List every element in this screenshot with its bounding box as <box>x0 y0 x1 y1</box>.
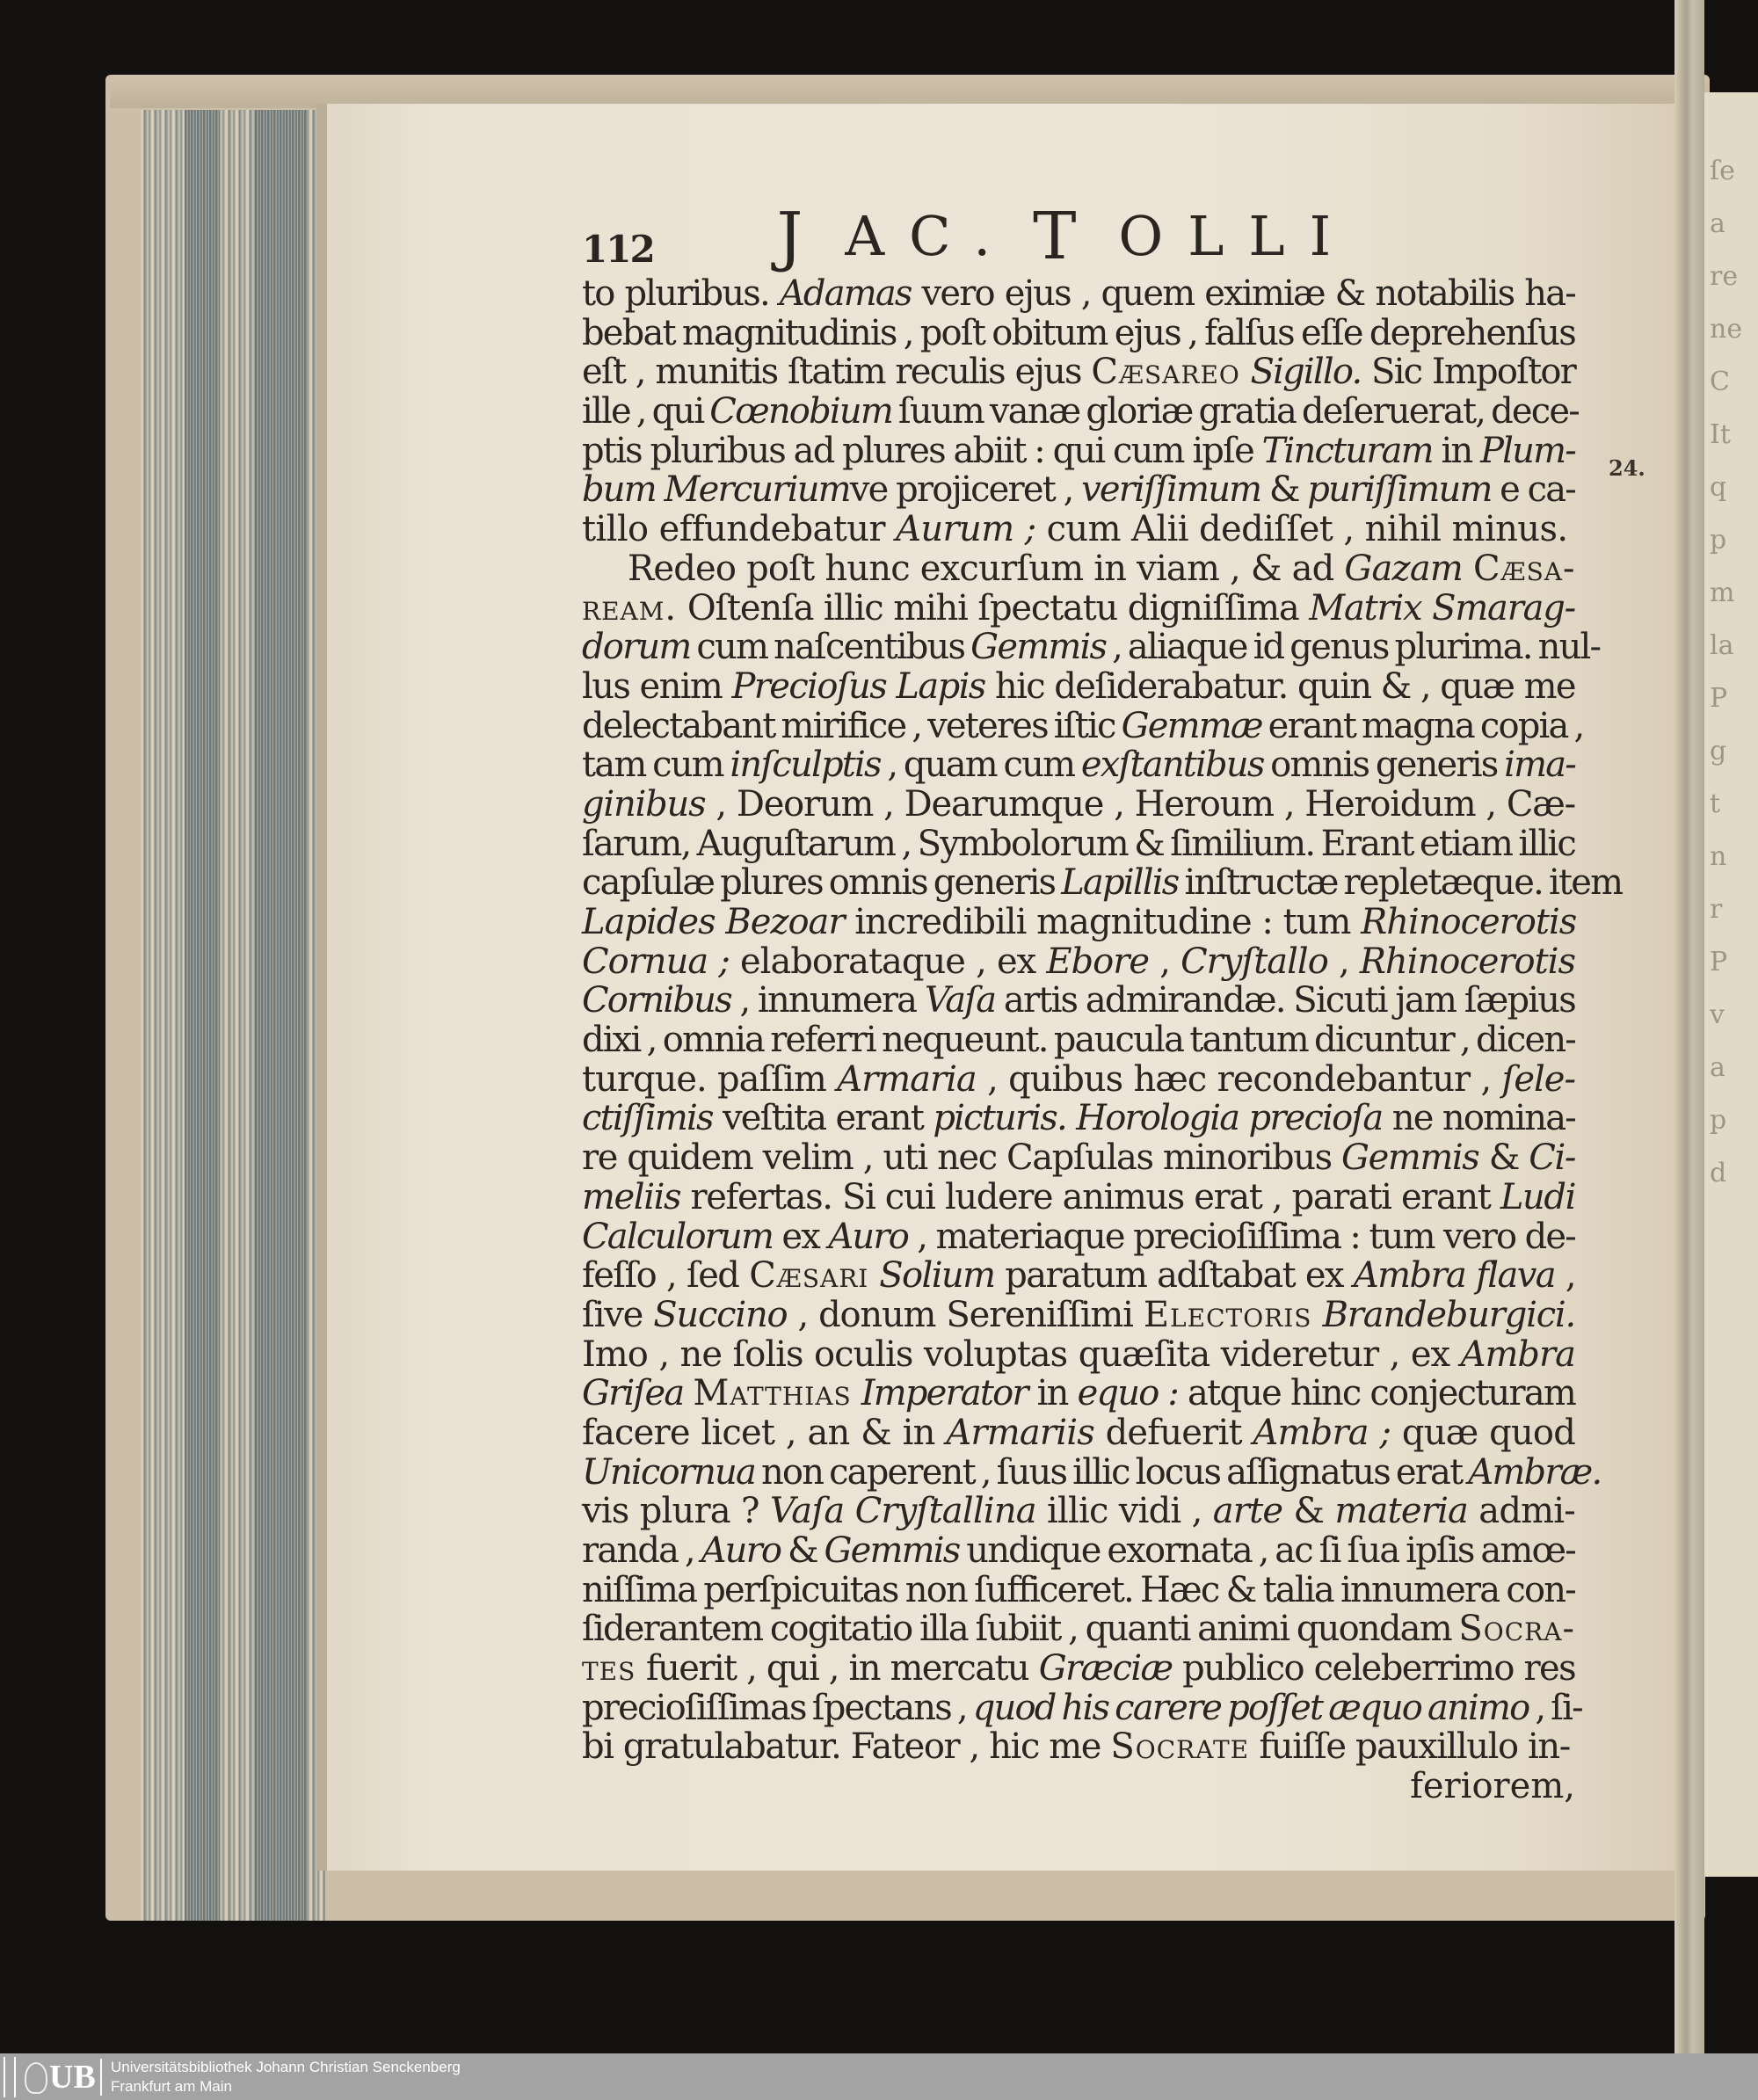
italic-span: Armaria <box>837 1058 977 1100</box>
italic-span: Ludi <box>1500 1176 1575 1217</box>
text-span: re quidem velim , uti nec Capſulas minoribus <box>582 1137 1342 1179</box>
italic-span: Precioſus Lapis <box>731 665 985 707</box>
page-stack-band <box>255 110 308 1921</box>
italic-span: Auro <box>701 1530 781 1571</box>
text-span: bebat magnitudinis , poſt obitum ejus , falſus eſſe deprehenſus <box>582 312 1575 353</box>
text-line <box>582 1374 1575 1413</box>
facing-fragment: ne <box>1710 314 1743 345</box>
text-span: ſiderantem cogitatio illa ſubiit , quanti animi quondam <box>582 1609 1459 1650</box>
text-span: refertas. Si cui ludere animus erat , parati erant <box>680 1176 1500 1217</box>
italic-span: bum Mercurium <box>582 469 850 511</box>
italic-span: Cornibus <box>582 980 731 1021</box>
text-line <box>582 627 1601 668</box>
text-span: fuiſſe pauxillulo in- <box>1249 1726 1570 1768</box>
small-caps-span: tes <box>582 1648 636 1689</box>
text-span: , innumera <box>730 980 925 1021</box>
text-line <box>582 705 1584 746</box>
text-span: vero ejus , quem eximiæ & notabilis ha- <box>911 273 1575 314</box>
italic-span: Griſea <box>582 1373 684 1414</box>
text-line <box>582 432 1575 471</box>
italic-span: equo : <box>1077 1373 1179 1414</box>
facing-fragment: g <box>1710 736 1727 767</box>
text-line <box>582 274 1575 314</box>
italic-span: Gemmæ <box>1121 705 1262 746</box>
text-span: , <box>1555 1255 1575 1297</box>
text-span: & <box>1282 1491 1335 1532</box>
facing-fragment: q <box>1710 472 1727 503</box>
facing-fragment: p <box>1710 525 1727 556</box>
text-span: feriorem, <box>1410 1766 1575 1807</box>
facing-fragment: r <box>1710 894 1723 925</box>
italic-span: inſculptis <box>730 745 881 786</box>
text-span: publico celeberrimo res <box>1172 1648 1575 1689</box>
italic-span: Rhinocerotis <box>1359 941 1575 982</box>
text-line <box>582 745 1575 785</box>
logo-text: UB <box>49 2059 96 2096</box>
facing-page-text <box>1710 145 1758 1200</box>
facing-fragment: a <box>1710 1052 1725 1083</box>
text-span: ex <box>773 1216 829 1257</box>
ub-logo <box>4 2057 100 2097</box>
text-span: Imo , ne ſolis oculis voluptas quæſita videretur , ex <box>582 1333 1461 1375</box>
text-span <box>1311 1295 1322 1335</box>
italic-span: Sigillo. <box>1250 352 1362 393</box>
text-span: Redeo poſt hunc excurſum in viam , & ad <box>628 548 1345 589</box>
italic-span: materia <box>1334 1491 1469 1532</box>
text-span <box>852 1373 861 1413</box>
text-span: undique exornata , ac ſi ſua ipſis amœ- <box>959 1530 1575 1571</box>
running-title-ac: AC. <box>845 204 1016 268</box>
italic-span: Cryſtallo <box>1180 941 1328 982</box>
text-span: to pluribus. <box>582 273 780 314</box>
text-span: admi- <box>1468 1491 1575 1532</box>
text-line <box>582 1138 1575 1178</box>
text-span: , donum Sereniſſimi <box>787 1294 1144 1335</box>
text-span: , quam cum <box>880 745 1081 786</box>
text-line <box>582 1687 1582 1728</box>
text-line <box>582 510 1575 549</box>
small-caps-span: Cæsari <box>749 1255 869 1297</box>
text-span: illic vidi , <box>1035 1491 1213 1532</box>
italic-span: meliis <box>582 1176 681 1217</box>
italic-span: Armariis <box>946 1412 1094 1453</box>
text-span: lus enim <box>582 665 732 707</box>
text-span: tam cum <box>582 745 730 786</box>
text-line <box>582 589 1575 629</box>
text-span <box>683 1373 693 1413</box>
text-span: dixi , omnia referri nequeunt. paucula tantum dicuntur , dicen- <box>582 1020 1575 1061</box>
text-line <box>582 352 1575 392</box>
text-line <box>582 1531 1575 1571</box>
text-line <box>582 1492 1575 1531</box>
text-line <box>582 1413 1575 1453</box>
text-line <box>582 1296 1575 1335</box>
text-span: non caperent , ſuus illic locus aſſignatus erat <box>755 1451 1469 1493</box>
text-line <box>582 1178 1575 1217</box>
text-span: erant magna copia , <box>1261 705 1584 746</box>
italic-span: ima- <box>1504 745 1575 786</box>
italic-span: Tincturam <box>1261 430 1433 471</box>
italic-span: Cornua ; <box>582 941 730 982</box>
italic-span: ctiſſimis <box>582 1098 713 1139</box>
text-span: , <box>1327 941 1360 982</box>
italic-span: Succino <box>653 1294 788 1335</box>
running-head <box>582 199 1575 274</box>
text-line <box>582 1256 1575 1296</box>
text-span <box>1463 549 1473 589</box>
text-span: ne nomina- <box>1382 1098 1575 1139</box>
text-line <box>582 1610 1575 1649</box>
italic-span: Cœnobium <box>709 391 892 432</box>
text-span: defuerit <box>1093 1412 1253 1453</box>
text-span: & <box>1260 469 1308 511</box>
italic-span: veriſſimum <box>1081 469 1261 511</box>
running-title-t: T <box>1033 199 1101 274</box>
italic-span: Imperator <box>861 1373 1028 1414</box>
text-span: bi gratulabatur. Fateor , hic me <box>582 1726 1111 1768</box>
text-span: facere licet , an & in <box>582 1412 947 1453</box>
text-line <box>582 667 1575 707</box>
text-span: omnis generis <box>1263 745 1505 786</box>
text-span: , quibus hæc recondebantur , <box>976 1058 1502 1100</box>
facing-fragment: la <box>1710 630 1734 661</box>
text-span <box>1240 352 1251 392</box>
page-stack <box>141 110 325 1921</box>
book-gutter <box>1674 0 1704 2053</box>
text-span: feſſo , ſed <box>582 1255 750 1297</box>
logo-separator <box>100 2059 102 2096</box>
text-span: , materiaque precioſiſſima : tum vero de- <box>907 1216 1576 1257</box>
text-span: ſive <box>582 1294 654 1335</box>
text-span: quæ quod <box>1391 1412 1576 1453</box>
small-caps-span: Matthias <box>693 1373 852 1414</box>
text-span: cum Alii dediſſet , nihil minus. <box>1035 509 1568 550</box>
running-title-olli: OLLI <box>1118 204 1356 268</box>
text-line <box>582 981 1575 1021</box>
text-line <box>582 942 1575 982</box>
text-span <box>868 1255 879 1296</box>
text-span: , ſi- <box>1529 1687 1582 1728</box>
facing-fragment: n <box>1710 841 1727 872</box>
italic-span: Brandeburgici. <box>1322 1294 1576 1335</box>
italic-span: dorum <box>582 627 691 668</box>
logo-columns-icon <box>4 2057 16 2097</box>
facing-fragment: P <box>1710 683 1728 714</box>
facing-fragment: p <box>1710 1105 1727 1136</box>
facing-fragment: a <box>1710 208 1725 239</box>
text-span: tillo effundebatur <box>582 509 897 550</box>
text-line <box>582 785 1575 825</box>
text-line <box>582 1571 1575 1610</box>
page-number: 112 <box>582 228 654 271</box>
text-span: eſt , munitis ſtatim reculis ejus <box>582 352 1092 393</box>
italic-span: Solium <box>879 1255 995 1297</box>
text-line <box>582 1021 1575 1060</box>
italic-span: ginibus <box>582 783 706 825</box>
small-caps-span: Cæsareo <box>1091 352 1240 393</box>
italic-span: Gemmis <box>1341 1137 1479 1179</box>
text-line <box>582 825 1575 864</box>
text-span: artis admirandæ. Sicuti jam ſæpius <box>995 980 1575 1021</box>
text-span: & <box>1478 1137 1529 1179</box>
italic-span: Plum- <box>1480 430 1575 471</box>
italic-span: Horologia precioſa <box>1076 1098 1383 1139</box>
italic-span: Vaſa <box>924 980 996 1021</box>
italic-span: Calculorum <box>582 1216 774 1257</box>
italic-span: Adamas <box>779 273 912 314</box>
italic-span: Gemmis <box>970 627 1107 668</box>
text-span: , Deorum , Dearumque , Heroum , Heroidum , Cæ- <box>705 783 1575 825</box>
facing-fragment: t <box>1710 788 1721 819</box>
text-span: inſtructæ repletæque. item <box>1178 862 1623 904</box>
running-title <box>776 199 1373 274</box>
text-line <box>582 903 1575 942</box>
text-span: ve projiceret , <box>849 469 1082 511</box>
text-span: , aliaque id genus plurima. nul- <box>1106 627 1601 668</box>
facing-fragment: P <box>1710 947 1728 977</box>
small-caps-span: Socrate <box>1110 1726 1250 1768</box>
text-span: delectabant mirifice , veteres iſtic <box>582 705 1122 746</box>
text-line <box>582 1099 1575 1138</box>
text-line <box>582 549 1575 589</box>
italic-span: Gazam <box>1344 548 1464 589</box>
text-span: turque. paſſim <box>582 1058 838 1100</box>
text-line <box>582 1451 1602 1493</box>
italic-span: Aurum ; <box>896 509 1036 550</box>
facing-page <box>1704 92 1758 1877</box>
italic-span: picturis. <box>933 1098 1066 1139</box>
text-span: precioſiſſimas ſpectans , <box>582 1687 973 1728</box>
text-span: ille , qui <box>582 391 710 432</box>
italic-span: Lapides Bezoar <box>582 902 845 942</box>
text-span: & <box>781 1530 825 1571</box>
text-span: ptis pluribus ad plures abiit : qui cum ipſe <box>582 430 1262 471</box>
text-line <box>582 1335 1575 1375</box>
text-line <box>582 314 1575 353</box>
italic-span: quod his carere poſſet æquo animo <box>972 1687 1529 1728</box>
italic-span: Auro <box>828 1216 908 1257</box>
text-line <box>582 1767 1575 1806</box>
text-span: vis plura ? <box>582 1491 770 1532</box>
italic-span: Gemmis <box>824 1530 960 1571</box>
facing-fragment: C <box>1710 367 1730 397</box>
footer-institution: Universitätsbibliothek Johann Christian Senckenberg <box>111 2059 461 2075</box>
facing-fragment: v <box>1710 999 1725 1030</box>
facing-fragment: ſe <box>1710 156 1735 186</box>
text-span: ſuum vanæ gloriæ gratia deſeruerat, dece- <box>891 391 1579 432</box>
text-span: in <box>1027 1373 1078 1414</box>
facing-fragment: m <box>1710 578 1735 608</box>
text-span: e ca- <box>1491 469 1575 511</box>
text-line <box>582 391 1579 432</box>
italic-span: Unicornua <box>582 1451 756 1493</box>
text-line <box>582 1727 1575 1767</box>
text-span: , <box>1149 941 1181 982</box>
italic-span: Matrix Smarag- <box>1309 587 1575 629</box>
running-title-j: J <box>776 199 828 274</box>
italic-span: exſtantibus <box>1080 745 1264 786</box>
logo-portrait-icon <box>25 2062 47 2094</box>
text-span: capſulæ plures omnis generis <box>582 862 1062 904</box>
italic-span: Ebore <box>1046 941 1150 982</box>
small-caps-span: Cæsa- <box>1472 548 1576 589</box>
text-line <box>582 1217 1575 1257</box>
page-stack-band <box>185 110 220 1921</box>
italic-span: Vaſa Cryſtallina <box>769 1491 1036 1532</box>
text-block <box>582 199 1623 1807</box>
italic-span: Rhinocerotis <box>1361 902 1577 942</box>
margin-note: 24. <box>1609 455 1645 481</box>
text-span <box>1066 1098 1076 1138</box>
text-span: Sic Impoſtor <box>1361 352 1575 393</box>
text-span: atque hinc conjecturam <box>1178 1373 1576 1414</box>
footer-location: Frankfurt am Main <box>111 2078 232 2095</box>
text-line <box>582 862 1623 904</box>
text-line <box>582 1060 1575 1100</box>
text-line <box>582 1649 1575 1689</box>
italic-span: arte <box>1212 1491 1283 1532</box>
italic-span: Ambræ. <box>1468 1451 1602 1493</box>
text-span: in <box>1432 430 1481 471</box>
facing-fragment: It <box>1710 419 1731 450</box>
facing-fragment: re <box>1710 261 1739 292</box>
text-span: fuerit , qui , in mercatu <box>636 1648 1039 1689</box>
text-span: veſtita erant <box>712 1098 933 1139</box>
text-span: elaborataque , ex <box>729 941 1047 982</box>
text-span: ſarum, Auguſtarum , Symbolorum & ſimilium. Erant etiam illic <box>582 823 1575 864</box>
italic-span: Lapillis <box>1061 862 1179 904</box>
italic-span: Ambra <box>1460 1333 1575 1375</box>
italic-span: Ci- <box>1529 1137 1575 1179</box>
text-span: paratum adſtabat ex <box>994 1255 1354 1297</box>
text-span: cum naſcentibus <box>690 627 971 668</box>
small-caps-span: ream. <box>582 587 678 629</box>
italic-span: Ambra ; <box>1253 1412 1391 1453</box>
small-caps-span: Electoris <box>1143 1294 1312 1335</box>
text-span: randa , <box>582 1530 701 1571</box>
facing-fragment: d <box>1710 1158 1727 1188</box>
italic-span: ſele- <box>1501 1058 1575 1100</box>
text-line <box>582 470 1575 510</box>
text-span: hic deſiderabatur. quin & , quæ me <box>984 665 1575 707</box>
small-caps-span: Socra- <box>1458 1609 1575 1650</box>
body-text <box>582 273 1623 1807</box>
text-span: niſſima perſpicuitas non ſufficeret. Hæc & talia innumera con- <box>582 1569 1575 1610</box>
italic-span: puriſſimum <box>1307 469 1492 511</box>
italic-span: Ambra flava <box>1353 1255 1555 1297</box>
italic-span: Græciæ <box>1038 1648 1173 1689</box>
text-span: Oſtenſa illic mihi ſpectatu digniſſima <box>677 587 1310 629</box>
text-span: incredibili magnitudine : tum <box>844 902 1362 942</box>
